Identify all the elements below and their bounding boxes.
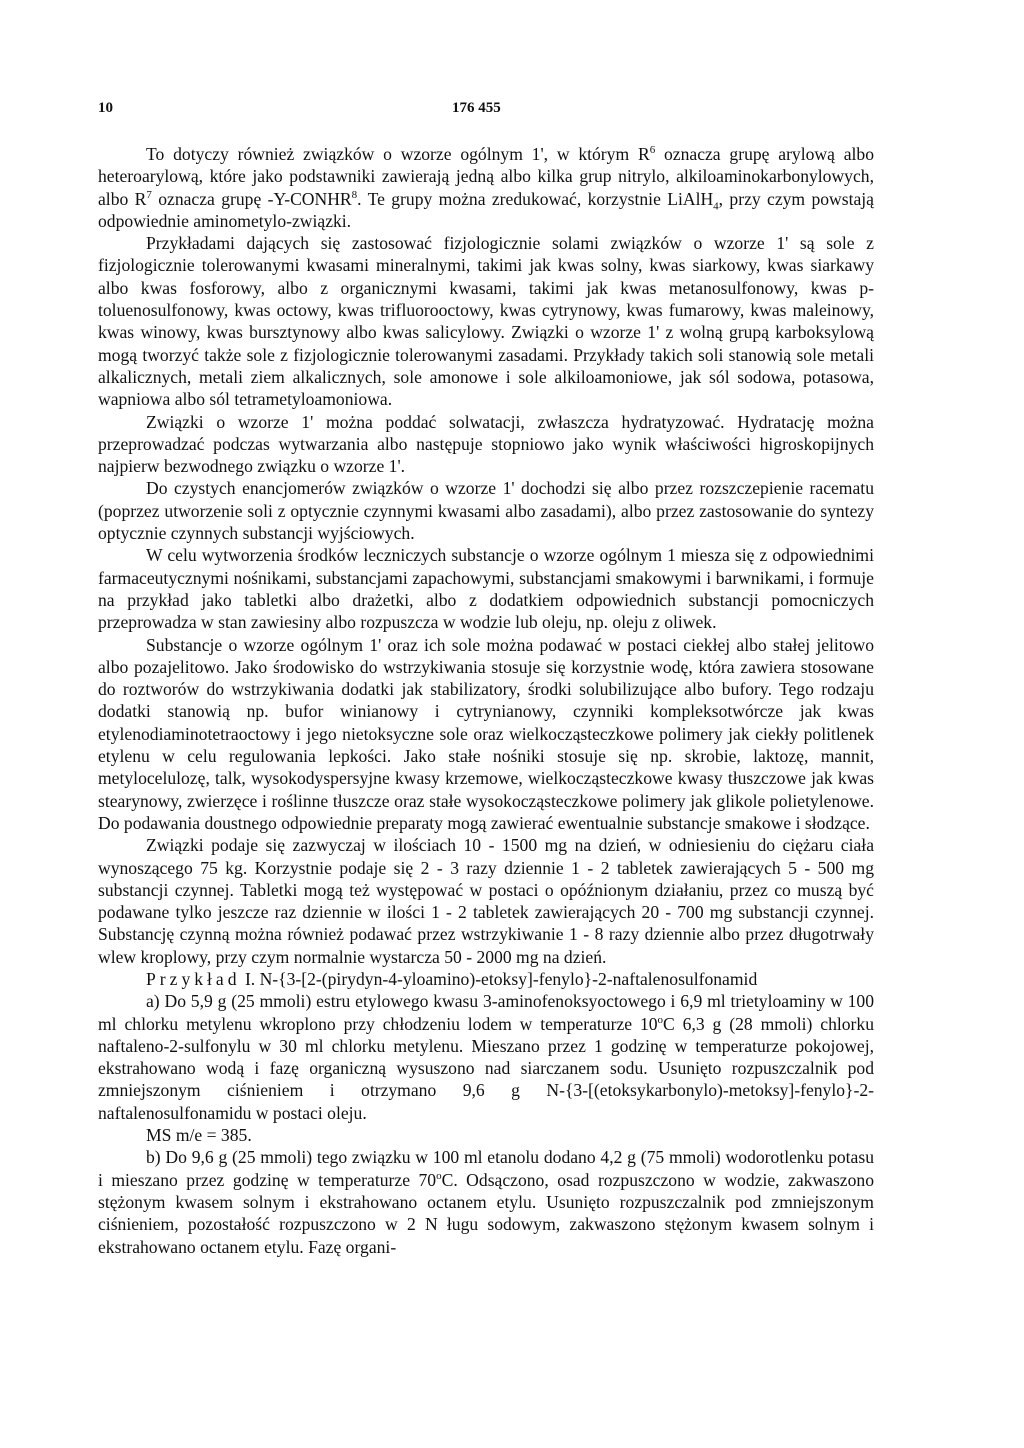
example-title: I. N-{3-[2-(pirydyn-4-yloamino)-etoksy]-fenylo}-2-naftalenosulfonamid [240, 968, 758, 989]
paragraph-step-a [98, 990, 874, 1124]
example-label: Przykład [146, 968, 241, 989]
text-run: C 6,3 g (28 mmoli) chlorku naftaleno-2-sulfonylu w 30 ml chlorku metylenu. Mieszano przez 1 godzinę w temperaturze pokojowej, ekstrahowano wodą i fazę organiczną wysuszono nad siarczanem sodu. Usunięto rozpuszczalnik pod zmniejszonym ciśnieniem i otrzymano 9,6 g N-{3-[(etoksykarbonylo)-metoksy]-fenylo}-2-naftalenosulfonamidu w postaci oleju. [98, 1013, 874, 1123]
page-number: 10 [98, 100, 113, 116]
paragraph-1 [98, 143, 874, 232]
paragraph-5: W celu wytworzenia środków leczniczych substancje o wzorze ogólnym 1 miesza się z odpowiednimi farmaceutycznymi nośnikami, substancjami zapachowymi, substancjami smakowymi i barwnikami, i formuje na przykład jako tabletki albo drażetki, albo z dodatkiem odpowiednich substancji pomocniczych przeprowadza w stan zawiesiny albo rozpuszcza w wodzie lub oleju, np. oleju z oliwek. [98, 545, 874, 633]
paragraph-3: Związki o wzorze 1' można poddać solwatacji, zwłaszcza hydratyzować. Hydratację można przeprowadzać podczas wytwarzania albo następuje stopniowo jako wynik właściwości higroskopijnych najpierw bezwodnego związku o wzorze 1'. [98, 411, 874, 477]
text-run: C. Odsączono, osad rozpuszczono w wodzie, zakwaszono stężonym kwasem solnym i ekstrahowano octanem etylu. Usunięto rozpuszczalnik pod zmniejszonym ciśnieniem, pozostałość rozpuszczono w 2 N ługu sodowym, zakwaszono stężonym kwasem solnym i ekstrahowano octanem etylu. Fazę organi- [98, 1169, 874, 1257]
paragraph-step-b [98, 1146, 874, 1257]
superscript: 8 [351, 188, 358, 201]
ms-result: MS m/e = 385. [146, 1125, 252, 1146]
text-run: a) Do 5,9 g (25 mmoli) estru etylowego kwasu 3-aminofenoksyoctowego i 6,9 ml trietyloaminy w 100 ml chlorku metylenu wkroplono przy chłodzeniu lodem w temperaturze 10 [98, 991, 874, 1034]
paragraph-7: Związki podaje się zazwyczaj w ilościach 10 - 1500 mg na dzień, w odniesieniu do ciężaru ciała wynoszącego 75 kg. Korzystnie podaje się 2 - 3 razy dziennie 1 - 2 tabletek zawierających 5 - 500 mg substancji czynnej. Tabletki mogą też występować w postaci o opóźnionym działaniu, przez co muszą być podawane tylko jeszcze raz dziennie w ilości 1 - 2 tabletek zawierających 20 - 700 mg substancji czynnej. Substancję czynną można również podawać przez wstrzykiwanie 1 - 8 razy dziennie albo przez długotrwały wlew kroplowy, przy czym normalnie wystarcza 50 - 2000 mg na dzień. [98, 835, 874, 967]
superscript: 6 [649, 144, 656, 157]
text-run: b) Do 9,6 g (25 mmoli) tego związku w 100 ml etanolu dodano 4,2 g (75 mmoli) wodorotlenku potasu i mieszano przez godzinę w temperaturze 70 [98, 1147, 874, 1190]
text-run: oznacza grupę arylową albo heteroarylową, które jako podstawniki zawierają jedną albo kilka grup nitrylo, alkiloaminokarbonylowych, albo R [98, 144, 875, 209]
text-run: oznacza grupę -Y-CONHR [151, 188, 352, 209]
patent-number: 176 455 [452, 100, 501, 116]
example-heading [98, 968, 874, 990]
degree-superscript: o [657, 1013, 664, 1026]
paragraph-6: Substancje o wzorze ogólnym 1' oraz ich sole można podawać w postaci ciekłej albo stałej jelitowo albo pozajelitowo. Jako środowisko do wstrzykiwania stosuje się korzystnie wodę, która zawiera stosowane do roztworów do wstrzykiwania dodatki jak stabilizatory, środki solubilizujące albo bufory. Tego rodzaju dodatki stanowią np. bufor winianowy i cytrynianowy, czynniki kompleksotwórcze jak kwas etylenodiaminotetraoctowy i jego nietoksyczne sole oraz wielkocząsteczkowe polimery jak ciekły politlenek etylenu w celu regulowania lepkości. Jako stałe nośniki stosuje się np. skrobie, laktozę, mannit, metylocelulozę, talk, wysokodyspersyjne kwasy krzemowe, wielkocząsteczkowe kwasy tłuszczowe jak kwas stearynowy, zwierzęce i roślinne tłuszcze oraz stałe wysokocząsteczkowe polimery jak glikole polietylenowe. Do podawania doustnego odpowiednie preparaty mogą zawierać ewentualnie substancje smakowe i słodzące. [98, 634, 874, 833]
text-run: . Te grupy można zredukować, korzystnie LiAlH [357, 188, 714, 209]
text-run: To dotyczy również związków o wzorze ogólnym 1', w którym R [146, 144, 650, 164]
paragraph-4: Do czystych enancjomerów związków o wzorze 1' dochodzi się albo przez rozszczepienie racematu (poprzez utworzenie soli z optycznie czynnymi kwasami albo zasadami), albo przez zastosowanie do syntezy optycznie czynnych substancji wyjściowych. [98, 478, 874, 544]
superscript: 7 [146, 188, 152, 201]
degree-superscript: o [436, 1169, 442, 1182]
text-run: , przy czym powstają odpowiednie aminometylo-związki. [98, 188, 874, 231]
body-text [98, 143, 874, 1258]
subscript: 4 [713, 200, 719, 213]
paragraph-2: Przykładami dających się zastosować fizjologicznie solami związków o wzorze 1' są sole z fizjologicznie tolerowanymi kwasami mineralnymi, takimi jak kwas solny, kwas siarkowy, kwas siarkawy albo kwas fosforowy, albo z organicznymi kwasami, takimi jak kwas metanosulfonowy, kwas p-toluenosulfonowy, kwas octowy, kwas trifluorooctowy, kwas cytrynowy, kwas fumarowy, kwas maleinowy, kwas winowy, kwas bursztynowy albo kwas salicylowy. Związki o wzorze 1' z wolną grupą karboksylową mogą tworzyć także sole z fizjologicznie tolerowanymi zasadami. Przykłady takich soli stanowią sole metali alkalicznych, metali ziem alkalicznych, sole amonowe i sole alkiloamoniowe, jak sól sodowa, potasowa, wapniowa albo sól tetrametyloamoniowa. [98, 233, 874, 410]
